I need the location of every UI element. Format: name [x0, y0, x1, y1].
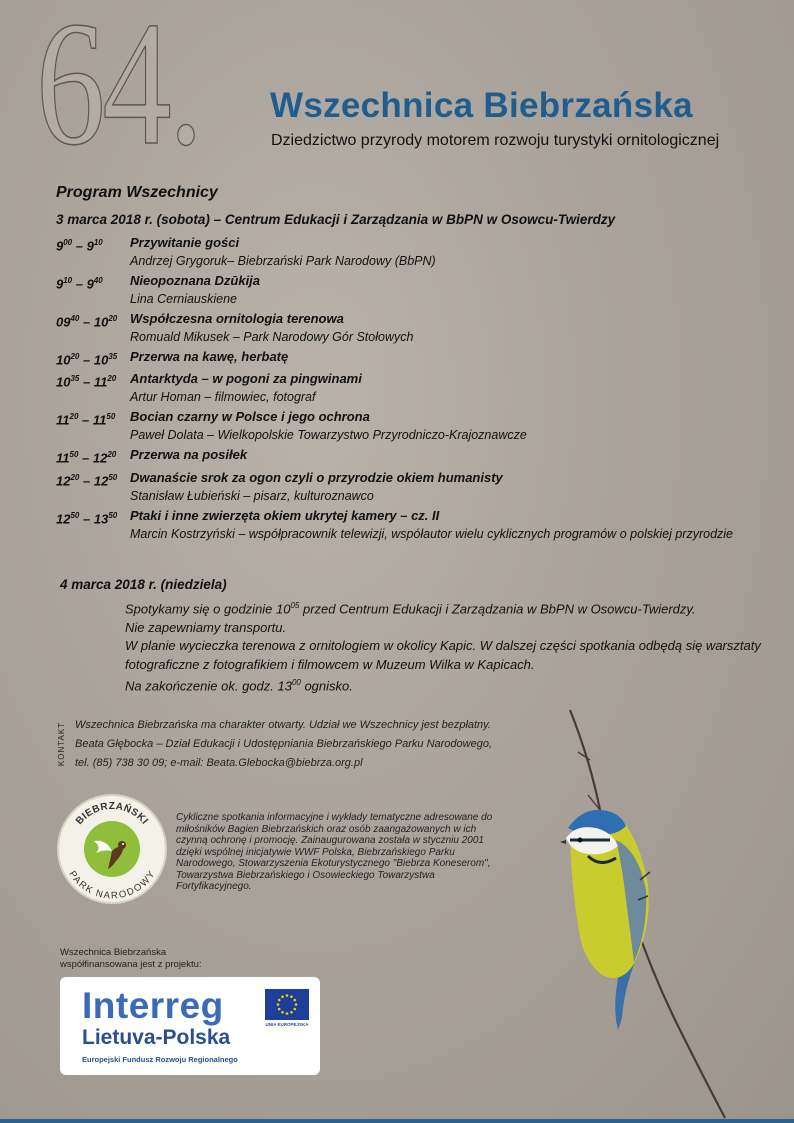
- contact-label: KONTAKT: [57, 721, 66, 767]
- eu-star: [293, 999, 296, 1002]
- schedule-time: $11^{20} - 11^{50}$: [56, 412, 116, 428]
- interreg-region: Lietuva-Polska: [82, 1026, 231, 1049]
- eu-star: [286, 1012, 289, 1015]
- talk-title: Przerwa na kawę, herbatę: [130, 349, 289, 364]
- eu-star: [290, 995, 293, 998]
- talk-speaker: Paweł Dolata – Wielkopolskie Towarzystwo Przyrodniczo-Krajoznawcze: [130, 428, 527, 443]
- day1-header: 3 marca 2018 r. (sobota) – Centrum Edukacji i Zarządzania w BbPN w Osowcu-Twierdzy: [56, 212, 616, 227]
- schedule-content: [130, 445, 756, 467]
- page-subtitle: Dziedzictwo przyrody motorem rozwoju turystyki ornitologicznej: [271, 132, 720, 149]
- schedule-time: $10^{20} - 10^{35}$: [56, 352, 118, 368]
- talk-title: Przywitanie gości: [130, 235, 240, 250]
- logo-top-text: BIEBRZAŃSKI: [74, 801, 151, 827]
- schedule-content: [130, 347, 756, 369]
- schedule-row: [56, 407, 756, 445]
- eu-label: UNIA EUROPEJSKA: [265, 1022, 309, 1027]
- contact-line-1: Wszechnica Biebrzańska ma charakter otwarty. Udział we Wszechnicy jest bezpłatny.: [75, 719, 491, 731]
- schedule-time: $12^{20} - 12^{50}$: [56, 472, 118, 488]
- eu-star: [290, 1011, 293, 1014]
- about-blurb: Cykliczne spotkania informacyjne i wykłady tematyczne adresowane do miłośników Bagien Biebrzańskich oraz osób zaangażowanych w ich czynną ochronę i promocję. Zainaugurowana została w styczniu 2001 dzięki wspólnej inicjatywie WWF Polska, Biebrzańskiego Parku Narodowego, Stowarzyszenia Ekoturystycznego "Biebrza Koneserom", Towarzystwa Biebrzańskiego i Osowieckiego Towarzystwa Fortyfikacyjnego.: [176, 812, 493, 892]
- talk-title: Antarktyda – w pogoni za pingwinami: [130, 371, 362, 387]
- schedule-content: [130, 506, 756, 544]
- talk-title: Ptaki i inne zwierzęta okiem ukrytej kamery – cz. II: [130, 507, 440, 523]
- day2-line-1: Spotykamy się o godzinie $10^{05}$ przed Centrum Edukacji i Zarządzania w BbPN w Osowcu-Twierdzy.: [125, 601, 696, 617]
- eu-star: [295, 1003, 298, 1006]
- schedule-time: $09^{40} - 10^{20}$: [56, 314, 118, 330]
- contact-line-2: Beata Głębocka – Dział Edukacji i Udostępniania Biebrzańskiego Parku Narodowego,: [75, 738, 493, 750]
- talk-speaker: Artur Homan – filmowiec, fotograf: [130, 390, 316, 405]
- contact-line-3: tel. (85) 738 30 09; e-mail: Beata.Glebocka@biebrza.org.pl: [75, 757, 363, 769]
- schedule-content: [130, 271, 756, 309]
- page-title: Wszechnica Biebrzańska: [270, 86, 693, 125]
- schedule-content: [130, 369, 756, 407]
- day2-line-3: W planie wycieczka terenowa z ornitologiem w okolicy Kapic. W dalszej części spotkania odbędą się warsztaty fotograficzne z fotografikiem i filmowcem w Muzeum Wilka w Kapicach.: [125, 638, 761, 672]
- eu-star: [286, 994, 289, 997]
- bottom-bar: [0, 1119, 794, 1123]
- day2-line-2: Nie zapewniamy transportu.: [125, 619, 287, 635]
- schedule-list: [56, 233, 756, 544]
- talk-title: Przerwa na posiłek: [130, 447, 248, 463]
- funding-line-1: Wszechnica Biebrzańska: [60, 947, 167, 958]
- eu-star: [278, 999, 281, 1002]
- funding-line-2: współfinansowana jest z projektu:: [60, 959, 202, 970]
- schedule-content: [130, 233, 756, 271]
- schedule-row: [56, 506, 756, 544]
- schedule-content: [130, 468, 756, 506]
- eu-flag-icon: [265, 989, 309, 1020]
- schedule-row: [56, 271, 756, 309]
- eu-star: [281, 1011, 284, 1014]
- eu-star: [281, 995, 284, 998]
- schedule-row: [56, 445, 756, 467]
- program-heading: Program Wszechnicy: [56, 184, 218, 201]
- schedule-time: $10^{35} - 11^{20}$: [56, 374, 117, 390]
- schedule-row: [56, 347, 756, 369]
- schedule-content: [130, 309, 756, 347]
- talk-title: Nieopoznana Dzūkija: [130, 273, 261, 288]
- talk-title: Dwanaście srok za ogon czyli o przyrodzie okiem humanisty: [130, 469, 503, 485]
- schedule-time: $12^{50} - 13^{50}$: [56, 510, 118, 526]
- talk-speaker: Andrzej Grygoruk– Biebrzański Park Narodowy (BbPN): [130, 254, 436, 268]
- talk-speaker: Marcin Kostrzyński – współpracownik telewizji, współautor wielu cyklicznych programów o polskiej przyrodzie: [130, 526, 733, 541]
- funding-note: [60, 947, 202, 971]
- talk-speaker: Lina Cerniauskiene: [130, 292, 238, 306]
- day2-header: 4 marca 2018 r. (niedziela): [60, 577, 227, 592]
- schedule-time: $9^{10} - 9^{40}$: [56, 276, 103, 292]
- interreg-logo: [60, 977, 320, 1075]
- eu-star: [277, 1003, 280, 1006]
- eu-star: [293, 1008, 296, 1011]
- eu-star: [278, 1008, 281, 1011]
- talk-title: Współczesna ornitologia terenowa: [130, 311, 344, 326]
- schedule-time: $9^{00} - 9^{10}$: [56, 238, 103, 254]
- schedule-content: [130, 407, 756, 445]
- interreg-wordmark: Interreg: [82, 985, 224, 1026]
- blue-tit-photo: [530, 700, 750, 1120]
- schedule-row: [56, 309, 756, 347]
- contact-block: [75, 716, 545, 773]
- talk-speaker: Stanisław Łubieński – pisarz, kulturoznawco: [130, 488, 374, 503]
- schedule-time: $11^{50} - 12^{20}$: [56, 450, 117, 466]
- talk-speaker: Romuald Mikusek – Park Narodowy Gór Stołowych: [130, 330, 414, 344]
- schedule-row: [56, 468, 756, 506]
- park-logo: [59, 796, 165, 902]
- interreg-fund: Europejski Fundusz Rozwoju Regionalnego: [82, 1055, 238, 1064]
- talk-title: Bocian czarny w Polsce i jego ochrona: [130, 409, 370, 425]
- edition-number: 64.: [36, 0, 201, 182]
- logo-emblem: [84, 821, 140, 877]
- schedule-row: [56, 233, 756, 271]
- logo-bottom-text: PARK NARODOWY: [66, 869, 158, 902]
- day2-line-4: Na zakończenie ok. godz. $13^{00}$ ognisko.: [125, 678, 353, 694]
- schedule-row: [56, 369, 756, 407]
- day2-details: [125, 597, 765, 696]
- bird-emblem-icon: [84, 821, 140, 877]
